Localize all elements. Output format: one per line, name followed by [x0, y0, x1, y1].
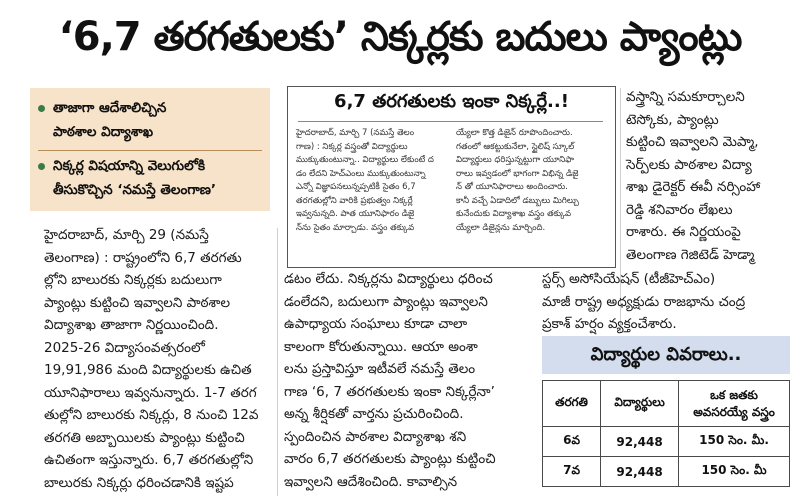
clipping-column-right — [456, 127, 608, 235]
table-cell: 150 సెం. మీ. — [679, 427, 790, 457]
article-column-1 — [44, 224, 274, 494]
text-line: టెస్కోకు, ప్యాంట్లు — [626, 111, 719, 128]
text-line: డటం లేదు. నిక్కర్లను విద్యార్థులు ధరించ — [284, 271, 493, 287]
text-line: వస్త్రాన్ని సమకూర్చాలని — [626, 89, 745, 105]
text-line: డం లేదని హెచ్‌ఎంలు ముక్కుతుంటున్నా — [296, 168, 426, 179]
text-line: ముక్కుతుంటున్నా.. విద్యార్థులు లేకుంటే ద — [296, 155, 434, 165]
table-header-line: అవసరయ్యే వస్త్రం — [693, 404, 775, 419]
article-column-3 — [626, 86, 796, 266]
text-line: కానీ వచ్చే ఏడాదిలో డబ్బులు మిగిల్చు — [456, 195, 579, 206]
text-line: డంలేదని, బదులుగా ప్యాంట్లు ఇవ్వాలని — [284, 293, 488, 310]
table-header-cell: విద్యార్థులు — [601, 381, 679, 427]
table-cell: 7వ — [543, 457, 601, 487]
highlight-line: తాజాగా ఆదేశాలిచ్చిన — [53, 100, 167, 116]
text-line: తరగతి అబ్బాయిలకు ప్యాంట్లు కుట్టించి — [44, 429, 245, 446]
text-line: కునేందుకు విద్యాశాఖ వస్త్రం తక్కువ — [456, 209, 572, 219]
text-line: తుల్లోని బాలురకు నిక్కర్లు, 8 నుంచి 12వ — [44, 407, 259, 423]
highlight-item — [38, 96, 166, 144]
table-row — [543, 427, 790, 457]
text-line: మాజీ రాష్ట్ర అధ్యక్షుడు రాజభాను చంద్ర — [542, 293, 746, 310]
text-line: హైదరాబాద్, మార్చి 29 (నమస్తే — [44, 227, 209, 243]
text-line: గతంలో ఆకట్టుకునేలా, స్టైలిష్ స్కూల్ — [456, 141, 575, 152]
column-rule — [277, 228, 278, 496]
bullet-icon — [38, 163, 45, 170]
table-row — [543, 457, 790, 487]
text-line: ఎన్నో విజ్ఞాపనలున్నప్పటికీ సైతం 6,7 — [296, 182, 416, 192]
text-line: గాణ) : నిక్కర్ల వస్త్రంతో విద్యార్థులు — [296, 141, 408, 152]
text-line: రాలు ఇవ్వడంలో భాగంగా విభిన్న డిజై — [456, 168, 579, 179]
highlight-line: నిక్కర్ల విషయాన్ని వెలుగులోకి — [53, 158, 206, 174]
text-line: హైదరాబాద్, మార్చి 7 (నమస్తే తెలం — [296, 128, 415, 138]
text-line: బాలురకు నిక్కర్లు ధరించడానికి ఇష్టప — [44, 474, 234, 491]
bullet-icon — [38, 105, 45, 112]
divider — [38, 150, 262, 151]
text-line: ప్రకాశ్ హర్షం వ్యక్తంచేశారు. — [542, 316, 677, 332]
divider — [298, 121, 603, 122]
headline: ‘6,7 తరగతులకు’ నిక్కర్లకు బదులు ప్యాంట్లు — [58, 14, 742, 60]
article-column-2 — [284, 268, 534, 493]
text-line: తరగతుల్లోని వారికి ప్రభుత్వం నిక్కర్లే — [296, 195, 413, 206]
text-line: రాశారు. ఈ నిర్ణయంపై — [626, 224, 741, 240]
text-line: 2025-26 విద్యాసంవత్సరంలో — [44, 339, 205, 356]
text-line: య్యేలా కొత్త డిజైన్ రూపొందించారు. — [456, 128, 573, 138]
article-column-3-continued — [542, 268, 792, 336]
highlights-box — [30, 88, 270, 211]
text-line: ల్లోని బాలురకు నిక్కర్లకు బదులుగా — [44, 272, 222, 288]
student-details-title: విద్యార్థుల వివరాలు.. — [542, 336, 790, 374]
text-line: తెలంగాణ) : రాష్ట్రంలోని 6,7 తరగతు — [44, 249, 242, 266]
text-line: ఇవ్వాలని ఆదేశించింది. కావాల్సిన — [284, 473, 458, 490]
text-line: స్పందించిన పాఠశాల విద్యాశాఖ శని — [284, 428, 467, 445]
text-line: ఇవ్వనున్నది. పాత యూనిఫారం డిజై — [296, 209, 415, 219]
table-header-cell — [679, 381, 790, 427]
text-line: ఉపాధ్యాయ సంఘాలు కూడా చాలా — [284, 316, 468, 332]
table-cell: 92,448 — [601, 457, 679, 487]
text-line: న్‌ను సైతం మార్చాడు. వస్త్రం తక్కువ — [296, 222, 415, 233]
text-line: స్టర్స్ అసోసియేషన్ (టీజీహెచ్ఎం) — [542, 271, 716, 287]
text-line: ప్యాంట్లు కుట్టించి ఇవ్వాలని పాఠశాల — [44, 294, 231, 311]
clipping-column-left — [296, 127, 446, 235]
table-cell: 92,448 — [601, 427, 679, 457]
text-line: య్యేలా డిజైన్లను మార్చింది. — [456, 222, 546, 233]
text-line: తెలంగాణ గెజిటెడ్ హెడ్మా — [626, 246, 755, 263]
text-line: అన్న శీర్షికతో వార్తను ప్రచురించింది. — [284, 406, 464, 422]
text-line: గాణ ‘6, 7 తరగతులకు ఇంకా నిక్కర్లేనా’ — [284, 383, 495, 400]
student-details-box — [542, 336, 790, 496]
text-line: విద్యాశాఖ తాజాగా నిర్ణయించింది. — [44, 317, 219, 333]
text-line: ఉచితంగా ఇస్తున్నారు. 6,7 తరగతుల్లోని — [44, 452, 254, 468]
table-header-cell: తరగతి — [543, 381, 601, 427]
highlight-line: తీసుకొచ్చిన ‘నమస్తే తెలంగాణ’ — [53, 182, 217, 198]
text-line: సెర్ప్‌లకు పాఠశాల విద్యా — [626, 156, 752, 173]
news-clipping — [287, 86, 616, 268]
text-line: రెడ్డి శనివారం లేఖలు — [626, 201, 733, 218]
table-header-line: ఒక జతకు — [710, 387, 758, 402]
text-line: 19,91,986 మంది విద్యార్థులకు ఉచిత — [44, 362, 252, 378]
text-line: వారం 6,7 తరగతులకు ప్యాంట్లు కుట్టించి — [284, 451, 496, 467]
table-cell: 6వ — [543, 427, 601, 457]
text-line: న్‌ తో యూనిఫారాలు అందించారు. — [456, 182, 568, 192]
student-details-table — [542, 380, 790, 487]
table-header-row — [543, 381, 790, 427]
table-cell: 150 సెం. మీ — [679, 457, 790, 487]
text-line: కుట్టించి ఇవ్వాలని మెప్మా, — [626, 134, 759, 150]
text-line: లను ప్రస్తావిస్తూ ఇటీవలే నమస్తే తెలం — [284, 361, 476, 377]
clipping-title: 6,7 తరగతులకు ఇంకా నిక్కర్లే..! — [334, 91, 569, 112]
highlight-item — [38, 154, 216, 202]
text-line: విద్యార్థులు ధరిస్తున్నట్టుగా యూనిఫా — [456, 155, 574, 165]
highlight-line: పాఠశాల విద్యాశాఖ — [53, 124, 154, 140]
text-line: యూనిఫారాలు ఇవ్వనున్నారు. 1-7 తరగ — [44, 384, 257, 401]
text-line: శాఖ డైరెక్టర్ ఈవీ నర్సింహా — [626, 179, 761, 195]
text-line: కాలంగా కోరుతున్నాయి. ఆయా అంశా — [284, 338, 478, 355]
